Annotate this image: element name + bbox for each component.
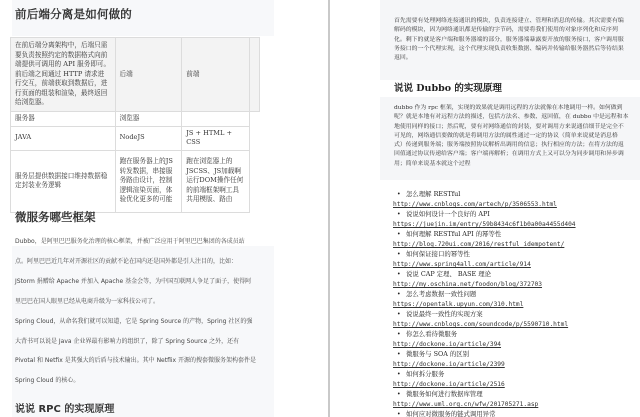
bullet-icon: • [397, 191, 401, 198]
list-item [393, 269, 638, 289]
table-cell-empty [250, 126, 260, 150]
table-cell: JS + HTML + CSS [182, 126, 250, 150]
dubbo-paragraph [394, 104, 639, 169]
bullet-icon: • [397, 271, 401, 278]
paragraph-line: Spring Cloud，从命名我们就可以知道，它是 Spring Source 的产物，Spring 社区的强 [15, 318, 253, 325]
list-item-title: 说说如何设计一个良好的 API [406, 210, 490, 218]
paragraph-line: Dubbo，是阿里巴巴服务化治理的核心框架，并被广泛应用于阿里巴巴集团的各成员站 [15, 238, 245, 245]
reference-link[interactable]: http://www.spring4all.com/article/914 [393, 261, 531, 268]
reference-link[interactable]: http://my.oschina.net/foodon/blog/372703 [393, 281, 543, 288]
list-item [393, 309, 638, 329]
reference-link[interactable]: http://dockone.io/article/394 [393, 341, 502, 348]
microservices-panel [12, 246, 274, 417]
rpc-paragraph [394, 17, 639, 63]
table-cell: JAVA [11, 126, 116, 150]
reference-link[interactable]: http://www.cnblogs.com/soundcode/p/5590710.html [393, 321, 569, 328]
table-cell: 服务器 [11, 112, 116, 127]
paragraph-line: 式）传递到服务端；服务端按照协议解析出调用的信息；执行相应的方法；在将方法的返 [394, 142, 624, 149]
list-item-title: 说说最终一致性的实现方案 [406, 310, 483, 318]
table-row [11, 126, 260, 150]
list-item-title: 怎么理解 RESTful [406, 190, 461, 198]
reference-link[interactable]: http://www.uml.org.cn/wfw/201705271.asp [393, 401, 539, 408]
bullet-icon: • [397, 211, 401, 218]
list-item-title: 你怎么看待微服务 [406, 330, 458, 338]
table-cell: 浏览器 [115, 112, 182, 127]
section-title-dubbo: 说说 Dubbo 的实现原理 [394, 83, 502, 94]
reference-link[interactable]: http://www.cnblogs.com/artech/p/3506553.html [393, 201, 557, 208]
paragraph-line: dubbo 作为 rpc 框架，实现的效果就是调用远程的方法就像在本地调用一样。如何做到 [394, 105, 623, 111]
paragraph-line: 大背书可以说是 Java 企业界最有影响力的组织了，除了 Spring Source 之外，还有 [15, 338, 240, 345]
paragraph-line: 务接口的一个代理实现，这个代理实现负责收集数据、编码并传输给服务器然后等待结果 [394, 45, 624, 52]
list-item-title: 怎么考虑数据一致性问题 [406, 290, 477, 298]
list-item-title: 如何拆分服务 [406, 370, 445, 378]
table-row [11, 38, 260, 112]
table-header-backend: 后端 [115, 38, 182, 112]
paragraph-line: 返回。 [394, 55, 412, 62]
paragraph-line: 用；简单来说基本就这个过程 [394, 160, 471, 167]
list-item-title: 说说 CAP 定理、 BASE 理论 [406, 270, 492, 278]
bullet-icon: • [397, 371, 401, 378]
reference-link[interactable]: http://dockone.io/article/2516 [393, 381, 505, 388]
paragraph-line: 解码的模块，因为网络通讯都是传输的字节码，需要将我们使用的对象序列化和反序列 [394, 27, 618, 34]
bullet-icon: • [397, 411, 401, 417]
paragraph-line: 地使用同样的接口；然后呢，要有对网络通信的封装，要对调用方来说通信细节是完全不 [394, 123, 624, 130]
list-item-title: 微服务如何进行数据库管理 [406, 390, 483, 398]
list-item [393, 189, 638, 209]
list-item-title: 如何理解 RESTful API 的幂等性 [406, 230, 502, 238]
list-item-title: 如何保证接口的幂等性 [406, 250, 470, 258]
paragraph-line: 点。阿里巴巴近几年对开源社区的贡献不论在国内还是国外都是引人注目的，比如： [15, 258, 238, 265]
list-item [393, 229, 638, 249]
table-cell: 服务层提供数据接口维持数据稳定封装业务逻辑 [11, 150, 116, 212]
bullet-icon: • [397, 351, 401, 358]
paragraph-line: 可见的，网络通信要做的就是将调用方法的属性通过一定的协议（简单来说就是消息格 [394, 132, 618, 139]
table-row [11, 112, 260, 127]
paragraph-line: 首先需要有处理网络连接通讯的模块，负责连接建立、管理和消息的传输。其次需要有编 [394, 18, 624, 24]
table-cell-empty [250, 112, 260, 127]
paragraph-line: JStorm 捐赠给 Apache 并加入 Apache 基金会等，为中国互联网人争足了面子，使得阿 [15, 278, 252, 285]
list-item [393, 409, 638, 417]
list-item [393, 209, 638, 229]
list-item-title: 如何应对微服务的链式调用异常 [406, 410, 496, 417]
section-title-rpc: 说说 RPC 的实现原理 [15, 404, 115, 415]
list-item [393, 369, 638, 389]
list-item [393, 349, 638, 369]
table-cell: 跑在浏览器上的JSCSS、JS加载啊运行DOM操作任何的前端框架啊工具共用模版、路由 [182, 150, 250, 212]
list-item [393, 289, 638, 309]
table-cell [182, 112, 250, 127]
list-item-title: 微服务与 SOA 的区别 [406, 350, 470, 358]
paragraph-line: Pivotal 和 Netfix 是其强大的后盾与技术输出。其中 Netflix 开源的搜套微服务架构套件是 [15, 357, 257, 364]
right-page [330, 0, 640, 417]
reference-link[interactable]: http://dockone.io/article/2399 [393, 361, 505, 368]
table-cell-empty [250, 38, 260, 112]
bullet-icon: • [397, 291, 401, 298]
bullet-icon: • [397, 311, 401, 318]
table-row [11, 150, 260, 212]
table-cell: NodeJS [115, 126, 182, 150]
section-title-frontend-backend: 前后端分离是如何做的 [15, 7, 132, 21]
bullet-icon: • [397, 231, 401, 238]
table-cell-empty [250, 150, 260, 212]
table-header-frontend: 前端 [182, 38, 250, 112]
reference-link[interactable]: http://blog.720ui.com/2016/restful_idempotent/ [393, 241, 565, 248]
bullet-icon: • [397, 331, 401, 338]
list-item [393, 329, 638, 349]
reference-link-list [393, 189, 638, 417]
paragraph-line: 呢？就是本地有对远程方法的描述，包括方法名、参数、返回值，在 dubbo 中是远程和本 [394, 114, 629, 121]
reference-link[interactable]: https://opentalk.upyun.com/310.html [393, 301, 524, 308]
bullet-icon: • [397, 251, 401, 258]
paragraph-line: 里巴巴在国人眼里已经从电商升级为一家科技公司了。 [15, 298, 160, 305]
table-cell: 跑在服务器上的JS转发数据，串接服务路由设计，控制逻辑渲染页面，体验优化更多的可能 [115, 150, 182, 212]
list-item [393, 389, 638, 409]
paragraph-line: 回值通过协议传递给客户端；客户端再解析；在调用方式上又可以分为同步调用和异步调 [394, 151, 624, 158]
section-title-microservices: 微服务哪些框架 [15, 210, 96, 224]
list-item [393, 249, 638, 269]
paragraph-line: Spring Cloud 的核心。 [15, 377, 80, 384]
paragraph-line: 化。剩下的就是客户端和服务器端的部分，服务器端暴露要开放的服务接口，客户调用服 [394, 36, 624, 43]
bullet-icon: • [397, 391, 401, 398]
table-cell-description: 在前后端分离架构中，后端只需要负责按照约定的数据格式向前端提供可调用的 API 服务即可。前后端之间通过 HTTP 请求进行交互，前端获取到数据后，进行页面的组装和渲染，最终返回给浏览器。 [11, 38, 116, 112]
frontend-backend-table [10, 37, 260, 213]
reference-link[interactable]: https://juejin.im/entry/59b8434c6f1b0a00a4455d404 [393, 221, 576, 228]
